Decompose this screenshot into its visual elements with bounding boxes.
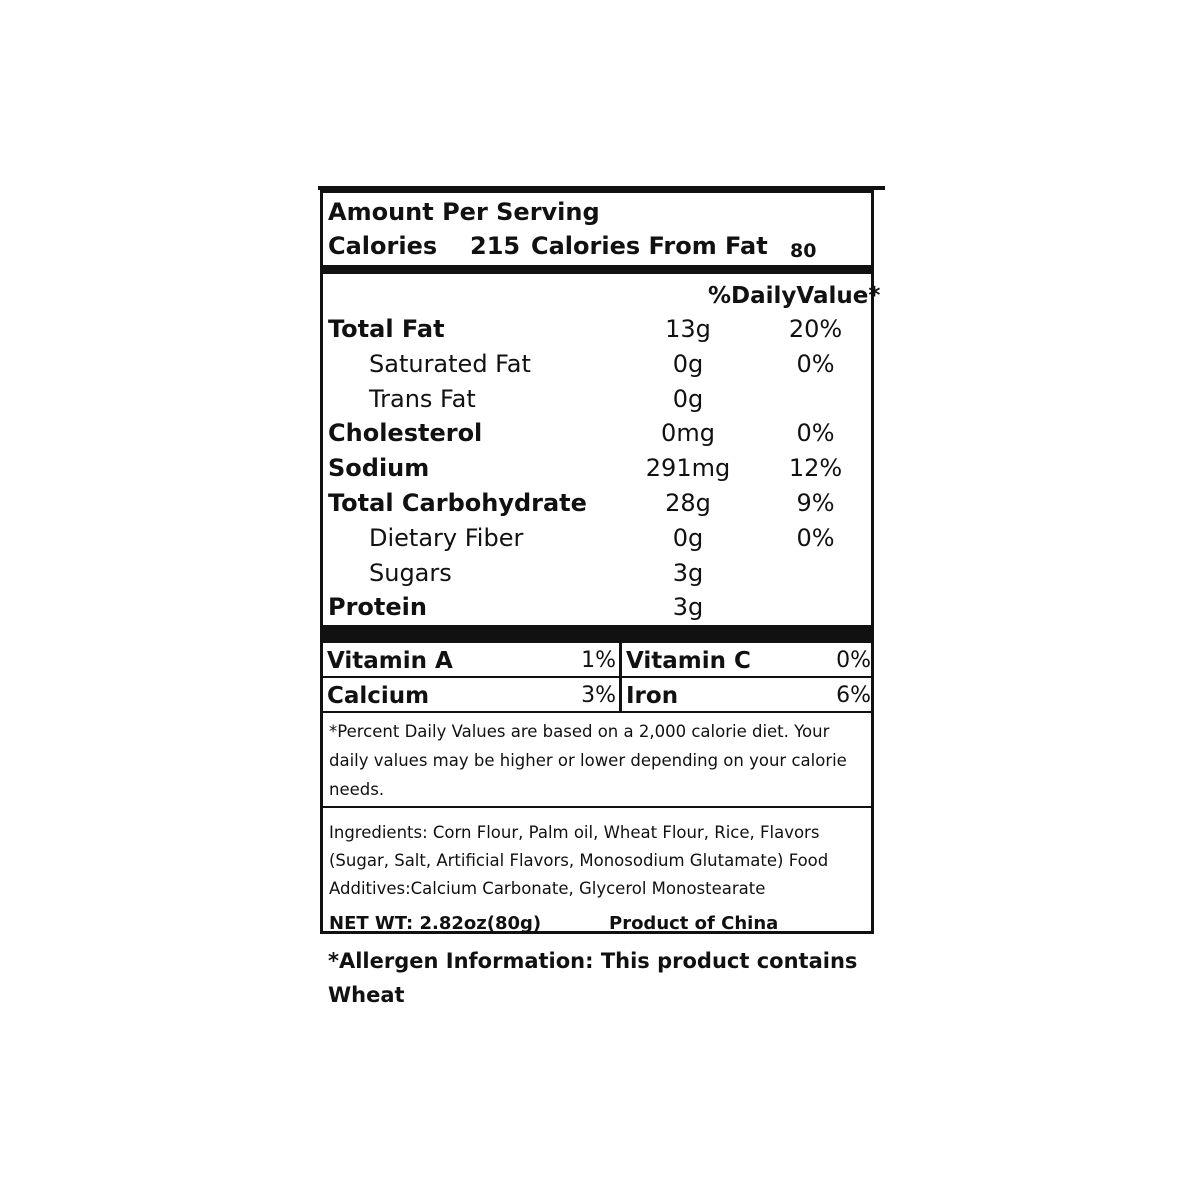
vitamin-column-divider bbox=[619, 643, 622, 711]
nutrition-facts-panel bbox=[320, 190, 881, 934]
vitamin-cell-vitamin-a bbox=[323, 643, 619, 676]
nutrient-amount: 291mg bbox=[645, 454, 731, 482]
daily-value-footnote: *Percent Daily Values are based on a 2,000 calorie diet. Your daily values may be higher or lower depending on your calorie needs. bbox=[329, 722, 847, 799]
nutrient-row-dietary-fiber bbox=[323, 520, 871, 554]
vitamin-name: Vitamin C bbox=[626, 648, 751, 674]
divider-footnote bbox=[323, 711, 871, 713]
nutrient-name: Total Carbohydrate bbox=[328, 489, 587, 517]
nutrient-row-sugars bbox=[323, 555, 871, 589]
nutrient-amount: 0g bbox=[672, 385, 704, 413]
nutrient-row-trans-fat bbox=[323, 381, 871, 415]
nutrient-name: Sodium bbox=[328, 454, 430, 482]
nutrient-daily-value: 20% bbox=[788, 315, 843, 343]
allergen-information: *Allergen Information: This product contains Wheat bbox=[328, 949, 858, 1007]
nutrient-amount: 3g bbox=[672, 593, 704, 621]
vitamin-value: 6% bbox=[836, 683, 871, 708]
nutrient-row-sodium bbox=[323, 450, 871, 484]
vitamin-name: Calcium bbox=[327, 683, 430, 709]
vitamin-value: 1% bbox=[581, 648, 616, 673]
vitamin-grid bbox=[323, 643, 871, 711]
nutrient-name: Cholesterol bbox=[328, 419, 483, 447]
nutrient-amount: 0g bbox=[672, 524, 704, 552]
nutrient-daily-value: 12% bbox=[788, 454, 843, 482]
nutrient-row-saturated-fat bbox=[323, 346, 871, 380]
calories-value: 215 bbox=[470, 232, 521, 260]
nutrient-amount: 3g bbox=[672, 559, 704, 587]
nutrient-name: Sugars bbox=[369, 559, 452, 587]
vitamin-cell-iron bbox=[622, 678, 874, 711]
net-weight: NET WT: 2.82oz(80g) bbox=[329, 913, 542, 934]
nutrient-row-total-carbohydrate bbox=[323, 485, 871, 519]
vitamin-cell-vitamin-c bbox=[622, 643, 874, 676]
nutrient-name: Dietary Fiber bbox=[369, 524, 524, 552]
vitamin-value: 0% bbox=[836, 648, 871, 673]
nutrient-daily-value: 0% bbox=[796, 419, 835, 447]
vitamin-value: 3% bbox=[581, 683, 616, 708]
nutrient-amount: 0g bbox=[672, 350, 704, 378]
nutrient-row-cholesterol bbox=[323, 415, 871, 449]
thick-divider-top bbox=[323, 265, 871, 274]
ingredients-text: Ingredients: Corn Flour, Palm oil, Wheat Flour, Rice, Flavors (Sugar, Salt, Artificial Flavors, Monosodium Glutamate) Food Additives:Calcium Carbonate, Glycerol Monostearate bbox=[329, 823, 829, 898]
nutrient-name: Saturated Fat bbox=[369, 350, 531, 378]
vitamin-name: Vitamin A bbox=[327, 648, 453, 674]
calories-from-fat-label: Calories From Fat bbox=[531, 232, 768, 260]
divider-ingredients bbox=[323, 806, 871, 808]
nutrient-daily-value: 9% bbox=[796, 489, 835, 517]
nutrient-daily-value: 0% bbox=[796, 350, 835, 378]
daily-value-header: %DailyValue* bbox=[708, 283, 881, 309]
calories-label: Calories bbox=[328, 232, 438, 260]
nutrient-row-total-fat bbox=[323, 311, 871, 345]
nutrient-daily-value: 0% bbox=[796, 524, 835, 552]
amount-per-serving: Amount Per Serving bbox=[328, 198, 600, 226]
vitamin-cell-calcium bbox=[323, 678, 619, 711]
nutrient-amount: 28g bbox=[665, 489, 711, 517]
nutrient-amount: 0mg bbox=[661, 419, 715, 447]
nutrient-name: Trans Fat bbox=[369, 385, 476, 413]
nutrient-row-protein bbox=[323, 589, 871, 623]
nutrient-name: Protein bbox=[328, 593, 427, 621]
product-origin: Product of China bbox=[609, 913, 779, 934]
thick-divider-vitamins bbox=[323, 625, 871, 643]
vitamin-name: Iron bbox=[626, 683, 679, 709]
calories-from-fat-value: 80 bbox=[790, 240, 817, 262]
calories-section bbox=[323, 193, 871, 265]
nutrient-amount: 13g bbox=[665, 315, 711, 343]
nutrient-name: Total Fat bbox=[328, 315, 445, 343]
